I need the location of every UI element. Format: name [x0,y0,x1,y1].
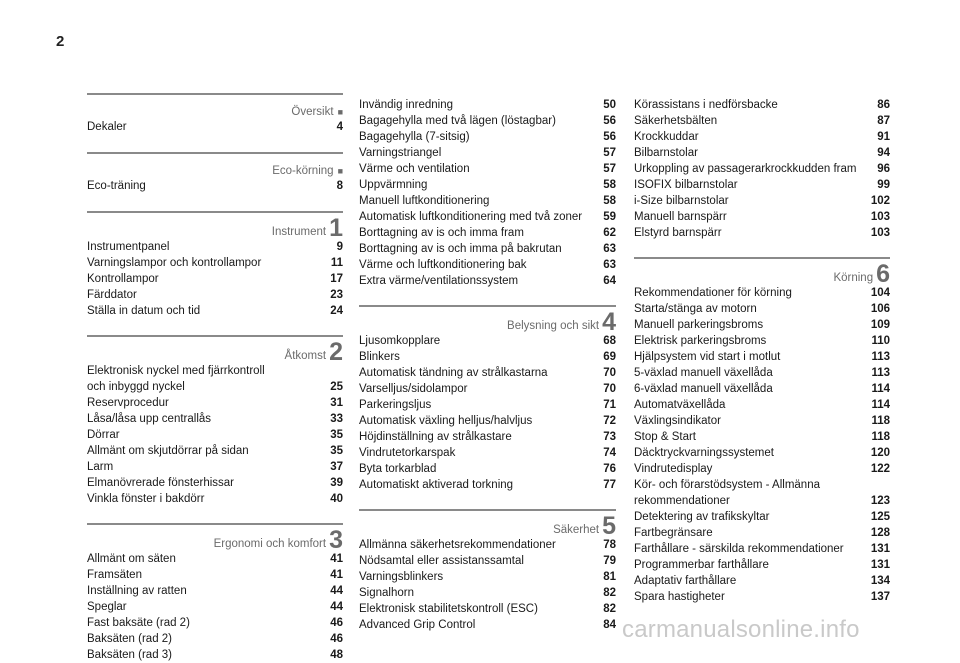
toc-entry[interactable]: Instrumentpanel 9 [87,241,343,253]
toc-section-atkomst [87,335,343,507]
toc-entry[interactable]: Vindrutedisplay 122 [634,463,890,475]
section-title: Säkerhet [553,524,600,536]
toc-entry[interactable]: Framsäten 41 [87,569,343,581]
section-title: Eco-körning [272,165,334,177]
toc-entry[interactable]: Vinkla fönster i bakdörr 40 [87,493,343,505]
toc-entry[interactable]: Signalhorn 82 [359,587,616,599]
toc-entry[interactable]: Elmanövrerade fönsterhissar 39 [87,477,343,489]
toc-entry[interactable]: Allmänt om skjutdörrar på sidan 35 [87,445,343,457]
toc-entry[interactable]: Baksäten (rad 3) 48 [87,649,343,661]
toc-section-ergonomi [87,523,343,663]
section-number: 4 [602,308,616,336]
toc-entry[interactable]: Inställning av ratten 44 [87,585,343,597]
toc-entry[interactable]: Varningslampor och kontrollampor 11 [87,257,343,269]
section-title: Belysning och sikt [507,320,600,332]
toc-entry[interactable]: Rekommendationer för körning 104 [634,287,890,299]
section-header [87,93,343,119]
section-header [87,335,343,366]
toc-entry[interactable]: Bagagehylla (7-sitsig) 56 [359,131,616,143]
toc-entry[interactable]: Säkerhetsbälten 87 [634,115,890,127]
toc-entry[interactable]: Urkoppling av passagerarkrockkudden fram 96 [634,163,890,175]
toc-section-continued [634,97,890,241]
toc-entry[interactable]: Dekaler 4 [87,121,343,133]
toc-section-oversikt [87,93,343,135]
toc-entry[interactable]: Extra värme/ventilationssystem 64 [359,275,616,287]
toc-entry[interactable]: Reservprocedur 31 [87,397,343,409]
toc-section-korning [634,257,890,605]
toc-entry[interactable]: Elektrisk parkeringsbroms 110 [634,335,890,347]
toc-entry[interactable]: Baksäten (rad 2) 46 [87,633,343,645]
toc-entry[interactable]: Elektronisk nyckel med fjärrkontroll och inbyggd nyckel 25 [87,365,343,393]
toc-entry[interactable]: Körassistans i nedförsbacke 86 [634,99,890,111]
section-number: 3 [329,526,343,554]
toc-entry[interactable]: Detektering av trafikskyltar 125 [634,511,890,523]
toc-entry[interactable]: Programmerbar farthållare 131 [634,559,890,571]
toc-entry[interactable]: Krockkuddar 91 [634,131,890,143]
section-title: Ergonomi och komfort [213,538,327,550]
toc-column-2 [359,97,616,633]
toc-column-3 [634,97,890,605]
square-marker-icon: ■ [337,166,343,176]
section-title: Instrument [271,226,327,238]
section-title: Åtkomst [284,350,327,362]
toc-entry[interactable]: Ställa in datum och tid 24 [87,305,343,317]
page-number: 2 [56,33,65,50]
toc-entry[interactable]: Allmänna säkerhetsrekommendationer 78 [359,539,616,551]
toc-entry[interactable]: Bagagehylla med två lägen (löstagbar) 56 [359,115,616,127]
toc-entry[interactable]: Manuell parkeringsbroms 109 [634,319,890,331]
section-number: 5 [602,512,616,540]
toc-entry[interactable]: Kontrollampor 17 [87,273,343,285]
toc-entry[interactable]: Automatisk tändning av strålkastarna 70 [359,367,616,379]
toc-entry[interactable]: i-Size bilbarnstolar 102 [634,195,890,207]
toc-entry[interactable]: Automatisk luftkonditionering med två zoner 59 [359,211,616,223]
toc-entry[interactable]: Stop & Start 118 [634,431,890,443]
toc-entry[interactable]: Bilbarnstolar 94 [634,147,890,159]
toc-entry[interactable]: Vindrutetorkarspak 74 [359,447,616,459]
toc-entry[interactable]: Farthållare - särskilda rekommendationer 131 [634,543,890,555]
toc-entry[interactable]: Starta/stänga av motorn 106 [634,303,890,315]
toc-section-eco-korning [87,152,343,194]
toc-section-belysning [359,305,616,493]
toc-entry[interactable]: Fartbegränsare 128 [634,527,890,539]
section-header [634,257,890,288]
section-header [359,509,616,540]
toc-entry[interactable]: Borttagning av is och imma på bakrutan 63 [359,243,616,255]
section-title: Körning [833,272,874,284]
watermark: carmanualsonline.info [622,616,860,643]
toc-entry[interactable]: Speglar 44 [87,601,343,613]
toc-entry[interactable]: Parkeringsljus 71 [359,399,616,411]
toc-section-continued [359,97,616,289]
toc-entry[interactable]: Larm 37 [87,461,343,473]
toc-entry[interactable]: Varselljus/sidolampor 70 [359,383,616,395]
toc-entry[interactable]: Eco-träning 8 [87,180,343,192]
toc-entry[interactable]: Allmänt om säten 41 [87,553,343,565]
toc-entry[interactable]: Dörrar 35 [87,429,343,441]
toc-entry[interactable]: Höjdinställning av strålkastare 73 [359,431,616,443]
toc-entry[interactable]: Kör- och förarstödsystem - Allmänna rekommendationer 123 [634,479,890,507]
toc-entry[interactable]: Blinkers 69 [359,351,616,363]
section-header [87,523,343,554]
section-number: 2 [329,338,343,366]
toc-entry[interactable]: Hjälpsystem vid start i motlut 113 [634,351,890,363]
toc-entry[interactable]: Elektronisk stabilitetskontroll (ESC) 82 [359,603,616,615]
square-marker-icon: ■ [337,107,343,117]
section-title: Översikt [291,106,334,118]
toc-entry[interactable]: Invändig inredning 50 [359,99,616,111]
toc-column-1 [87,93,343,663]
toc-entry[interactable]: Däcktryckvarningssystemet 120 [634,447,890,459]
section-header [87,211,343,242]
section-header [87,152,343,178]
toc-entry[interactable]: Värme och luftkonditionering bak 63 [359,259,616,271]
toc-entry[interactable]: ISOFIX bilbarnstolar 99 [634,179,890,191]
toc-entry[interactable]: Växlingsindikator 118 [634,415,890,427]
toc-section-instrument [87,211,343,319]
toc-entry[interactable]: Adaptativ farthållare 134 [634,575,890,587]
toc-entry[interactable]: Uppvärmning 58 [359,179,616,191]
toc-entry[interactable]: Färddator 23 [87,289,343,301]
toc-entry[interactable]: Elstyrd barnspärr 103 [634,227,890,239]
toc-entry[interactable]: Automatisk växling helljus/halvljus 72 [359,415,616,427]
toc-entry[interactable]: Spara hastigheter 137 [634,591,890,603]
section-header [359,305,616,336]
toc-entry[interactable]: Varningsblinkers 81 [359,571,616,583]
toc-section-sakerhet [359,509,616,633]
toc-entry[interactable]: Automatväxellåda 114 [634,399,890,411]
toc-entry[interactable]: Borttagning av is och imma fram 62 [359,227,616,239]
toc-entry[interactable]: Låsa/låsa upp centrallås 33 [87,413,343,425]
section-number: 6 [876,260,890,288]
toc-entry[interactable]: 5-växlad manuell växellåda 113 [634,367,890,379]
toc-entry[interactable]: Varningstriangel 57 [359,147,616,159]
toc-entry[interactable]: Advanced Grip Control 84 [359,619,616,631]
toc-entry[interactable]: Värme och ventilation 57 [359,163,616,175]
toc-entry[interactable]: Ljusomkopplare 68 [359,335,616,347]
toc-entry[interactable]: Manuell barnspärr 103 [634,211,890,223]
toc-entry[interactable]: Byta torkarblad 76 [359,463,616,475]
section-number: 1 [329,214,343,242]
toc-entry[interactable]: 6-växlad manuell växellåda 114 [634,383,890,395]
toc-entry[interactable]: Fast baksäte (rad 2) 46 [87,617,343,629]
toc-entry[interactable]: Automatiskt aktiverad torkning 77 [359,479,616,491]
toc-entry[interactable]: Nödsamtal eller assistanssamtal 79 [359,555,616,567]
toc-entry[interactable]: Manuell luftkonditionering 58 [359,195,616,207]
